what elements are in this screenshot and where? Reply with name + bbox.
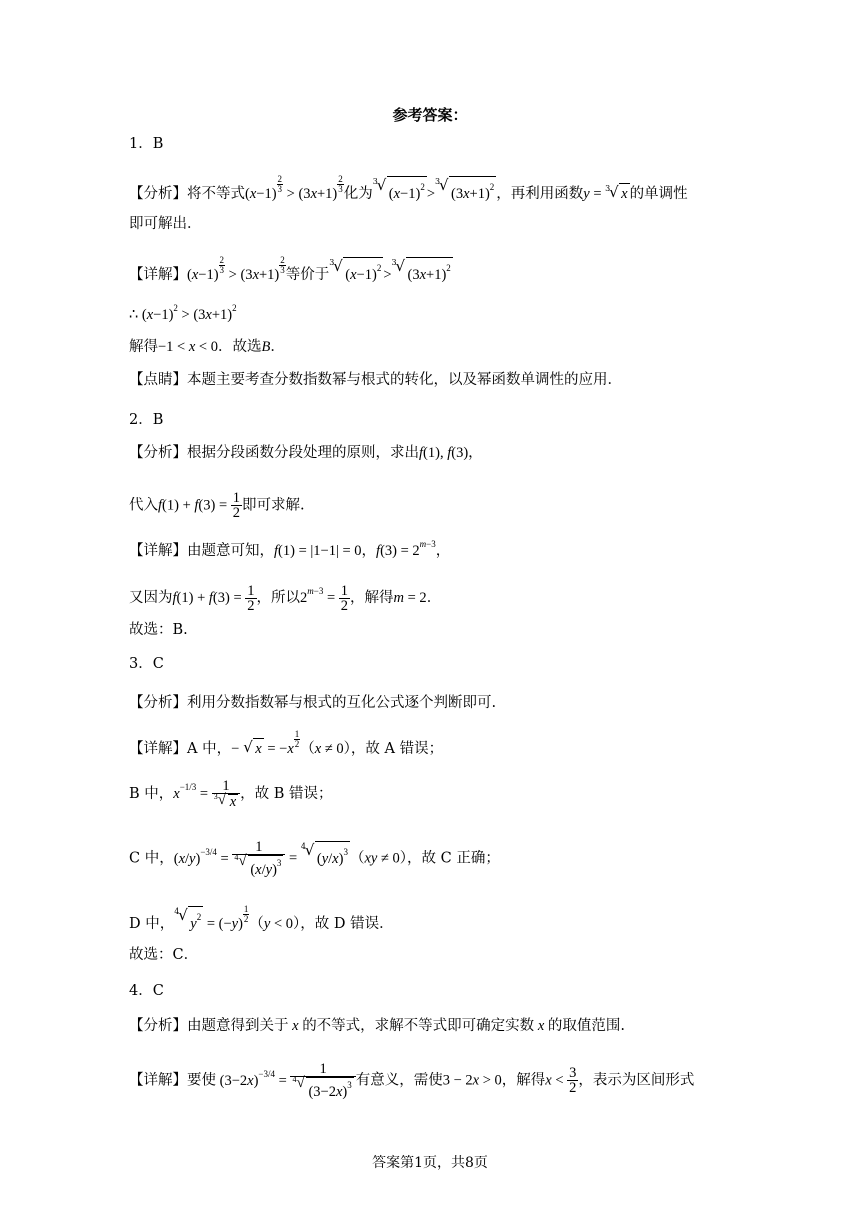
q3-option-d: D 中， 4 √ $y^2 = (-y)$ $\frac{1}{2}$ （y < 0），故 D 错误．: [129, 904, 394, 932]
q3-option-b: B 中，$x^{-1/3}$ = 1 3 √ x ，故 B 错误；: [129, 778, 333, 810]
q2-detail: 【详解】由题意可知，f(1) = |1−1| = 0，$f(3) = 2^{m-3}$，: [129, 539, 451, 559]
q1-analysis: 【分析】将不等式(x−1) $\frac{2}{3}$ > (3x+1) $\frac{2}{3}$ 化为 3 √ $(x-1)^2$ > 3 √ $(3x+1)^2$ ，再利用函数y = 3 √ x 的单调性: [129, 174, 688, 202]
q2-analysis: 【分析】根据分段函数分段处理的原则，求出f(1), f(3)，: [129, 445, 483, 461]
q3-option-a: 【详解】A 中，− √ x = −x $\frac{1}{2}$ （x ≠ 0），故 A 错误；: [129, 729, 444, 757]
q1-therefore: ∴ $(x-1)^2 > (3x+1)^2$: [129, 303, 237, 323]
q4-detail: 【详解】要使 $(3-2x)^{-3/4}$ = 1 4 √ $(3-2x)^3$ 有意义，需使3 − 2x > 0，解得x < $\frac{3}{2}$ ，表示为区间形式: [129, 1061, 695, 1100]
q4-answer: 4．C: [129, 983, 164, 999]
q2-answer: 2．B: [129, 412, 164, 428]
q3-answer: 3．C: [129, 656, 164, 672]
q4-analysis: 【分析】由题意得到关于 x 的不等式，求解不等式即可确定实数 x 的取值范围.: [129, 1018, 625, 1034]
q2-substitute: 代入f(1) + f(3) = $\frac{1}{2}$ 即可求解.: [129, 490, 305, 521]
q3-choice: 故选：C．: [129, 947, 199, 963]
q1-solve: 解得−1 < x < 0．故选B．: [129, 339, 285, 355]
q1-comment: 【点睛】本题主要考查分数指数幂与根式的转化，以及幂函数单调性的应用．: [129, 372, 622, 388]
q1-detail: 【详解】(x−1) $\frac{2}{3}$ > (3x+1) $\frac{2}{3}$ 等价于 3 √ $(x-1)^2$ > 3 √ $(3x+1)^2$: [129, 255, 451, 283]
q1-answer: 1．B: [129, 136, 164, 152]
page-footer: 答案第1页，共8页: [372, 1155, 488, 1171]
q3-analysis: 【分析】利用分数指数幂与根式的互化公式逐个判断即可.: [129, 695, 497, 711]
q1-analysis-cont: 即可解出．: [129, 216, 202, 232]
q3-option-c: C 中，$(x/y)^{-3/4}$ = 1 4 √ $(x/y)^3$ = 4 √ $(y/x)^3$ （xy ≠ 0），故 C 正确；: [129, 839, 500, 878]
q2-choice: 故选：B.: [129, 622, 188, 638]
page-title: 参考答案：: [392, 106, 468, 124]
q2-also: 又因为f(1) + f(3) = $\frac{1}{2}$ ，所以$2^{m-3}$ = $\frac{1}{2}$ ，解得m = 2．: [129, 582, 442, 614]
